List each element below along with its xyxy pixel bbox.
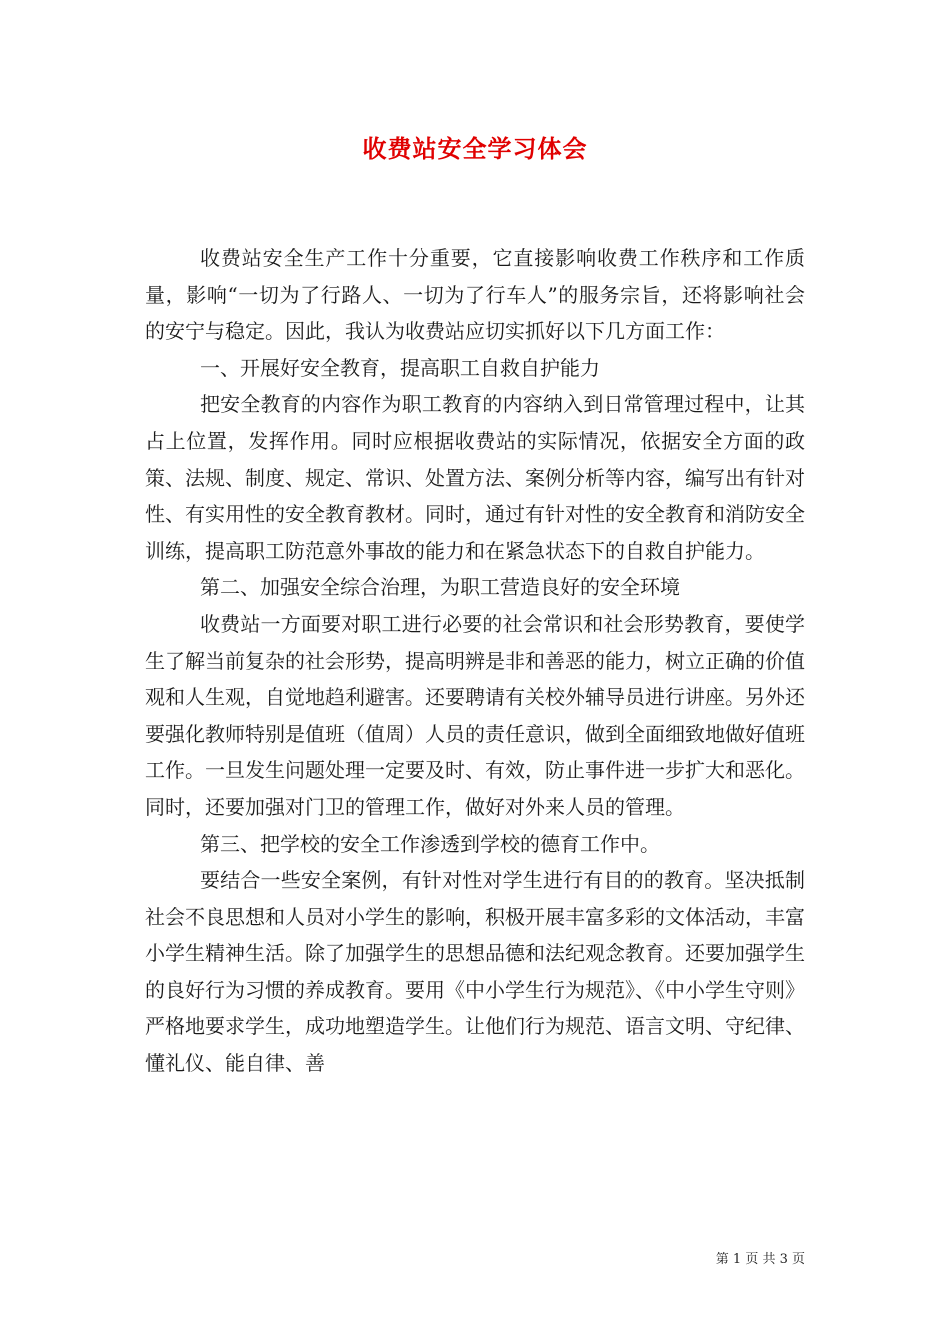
paragraph-section-3: 要结合一些安全案例，有针对性对学生进行有目的的教育。坚决抵制社会不良思想和人员对小学生的影响，积极开展丰富多彩的文体活动，丰富小学生精神生活。除了加强学生的思想品德和法纪观念教育。还要加强学生的良好行为习惯的养成教育。要用《中小学生行为规范》、《中小学生守则》严格地要求学生，成功地塑造学生。让他们行为规范、语言文明、守纪律、懂礼仪、能自律、善 — [145, 868, 805, 1076]
section-heading-2: 第二、加强安全综合治理，为职工营造良好的安全环境 — [200, 575, 680, 600]
paragraph-section-1: 把安全教育的内容作为职工教育的内容纳入到日常管理过程中，让其占上位置，发挥作用。同时应根据收费站的实际情况，依据安全方面的政策、法规、制度、规定、常识、处置方法、案例分析等内容，编写出有针对性、有实用性的安全教育教材。同时，通过有针对性的安全教育和消防安全训练，提高职工防范意外事故的能力和在紧急状态下的自救自护能力。 — [145, 392, 805, 563]
document-title: 收费站安全学习体会 — [362, 134, 588, 163]
paragraph-section-2: 收费站一方面要对职工进行必要的社会常识和社会形势教育，要使学生了解当前复杂的社会形势，提高明辨是非和善恶的能力，树立正确的价值观和人生观，自觉地趋利避害。还要聘请有关校外辅导员进行讲座。另外还要强化教师特别是值班（值周）人员的责任意识，做到全面细致地做好值班工作。一旦发生问题处理一定要及时、有效，防止事件进一步扩大和恶化。同时，还要加强对门卫的管理工作，做好对外来人员的管理。 — [145, 611, 805, 819]
section-heading-3: 第三、把学校的安全工作渗透到学校的德育工作中。 — [200, 831, 660, 856]
section-heading-1: 一、开展好安全教育，提高职工自救自护能力 — [200, 355, 600, 380]
page-number: 第 1 页 共 3 页 — [715, 1252, 805, 1267]
document-body — [145, 240, 805, 1082]
paragraph-intro: 收费站安全生产工作十分重要，它直接影响收费工作秩序和工作质量，影响“一切为了行路人、一切为了行车人”的服务宗旨，还将影响社会的安宁与稳定。因此，我认为收费站应切实抓好以下几方面工作： — [145, 246, 805, 344]
